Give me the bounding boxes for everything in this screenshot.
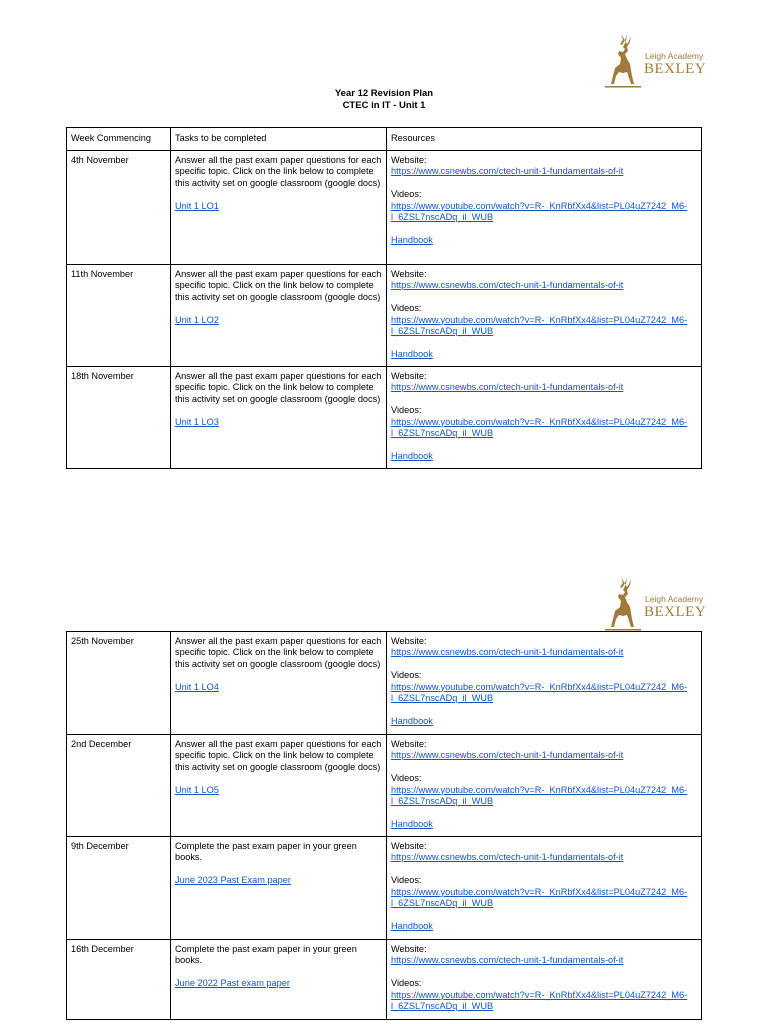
- handbook-link[interactable]: Handbook: [391, 818, 433, 829]
- table-row: [67, 632, 702, 735]
- videos-label: Videos:: [391, 875, 422, 886]
- resources-cell: [387, 632, 702, 735]
- revision-table-page-2: [66, 631, 702, 1020]
- website-link[interactable]: https://www.csnewbs.com/ctech-unit-1-fundamentals-of-it: [391, 382, 624, 393]
- task-cell: [171, 632, 387, 735]
- task-text: Complete the past exam paper in your green books.: [175, 841, 357, 863]
- videos-label: Videos:: [391, 303, 422, 314]
- document-title: [0, 88, 768, 112]
- website-label: Website:: [391, 371, 427, 381]
- week-cell: 11th November: [67, 265, 171, 367]
- week-cell: 2nd December: [67, 735, 171, 837]
- task-text: Answer all the past exam paper questions for each specific topic. Click on the link below to complete this activity set on google classroom (google docs): [175, 739, 382, 772]
- task-link[interactable]: Unit 1 LO3: [175, 416, 219, 427]
- website-label: Website:: [391, 636, 427, 646]
- task-link[interactable]: Unit 1 LO4: [175, 681, 219, 692]
- table-row: [67, 837, 702, 940]
- week-cell: 16th December: [67, 940, 171, 1020]
- task-link[interactable]: June 2023 Past Exam paper: [175, 875, 291, 886]
- resources-cell: [387, 837, 702, 940]
- logo-text-big: BEXLEY: [644, 61, 707, 77]
- task-text: Answer all the past exam paper questions for each specific topic. Click on the link below to complete this activity set on google classroom (google docs): [175, 155, 382, 188]
- handbook-link[interactable]: Handbook: [391, 234, 433, 245]
- table-row: [67, 940, 702, 1020]
- videos-label: Videos:: [391, 773, 422, 784]
- task-cell: [171, 265, 387, 367]
- video-link[interactable]: https://www.youtube.com/watch?v=R-_KnRbfXx4&list=PL04uZ7242_M6-l_6ZSL7nscADq_il_WUB: [391, 314, 688, 337]
- resources-cell: [387, 265, 702, 367]
- video-link[interactable]: https://www.youtube.com/watch?v=R-_KnRbfXx4&list=PL04uZ7242_M6-l_6ZSL7nscADq_il_WUB: [391, 886, 688, 909]
- website-label: Website:: [391, 155, 427, 165]
- videos-label: Videos:: [391, 405, 422, 416]
- resources-cell: [387, 367, 702, 469]
- table-row: [67, 151, 702, 265]
- videos-label: Videos:: [391, 189, 422, 200]
- resources-cell: [387, 151, 702, 265]
- website-link[interactable]: https://www.csnewbs.com/ctech-unit-1-fundamentals-of-it: [391, 166, 624, 177]
- table-row: [67, 367, 702, 469]
- website-label: Website:: [391, 269, 427, 279]
- week-cell: 9th December: [67, 837, 171, 940]
- title-line-2: CTEC in IT - Unit 1: [342, 100, 426, 111]
- task-link[interactable]: Unit 1 LO2: [175, 314, 219, 325]
- title-line-1: Year 12 Revision Plan: [334, 88, 434, 99]
- task-link[interactable]: Unit 1 LO5: [175, 784, 219, 795]
- task-cell: [171, 151, 387, 265]
- resources-cell: [387, 940, 702, 1020]
- task-cell: [171, 367, 387, 469]
- task-text: Complete the past exam paper in your green books.: [175, 944, 357, 966]
- website-link[interactable]: https://www.csnewbs.com/ctech-unit-1-fundamentals-of-it: [391, 280, 624, 291]
- video-link[interactable]: https://www.youtube.com/watch?v=R-_KnRbfXx4&list=PL04uZ7242_M6-l_6ZSL7nscADq_il_WUB: [391, 989, 688, 1012]
- task-link[interactable]: June 2022 Past exam paper: [175, 978, 290, 989]
- website-link[interactable]: https://www.csnewbs.com/ctech-unit-1-fundamentals-of-it: [391, 852, 624, 863]
- video-link[interactable]: https://www.youtube.com/watch?v=R-_KnRbfXx4&list=PL04uZ7242_M6-l_6ZSL7nscADq_il_WUB: [391, 681, 688, 704]
- website-label: Website:: [391, 739, 427, 749]
- videos-label: Videos:: [391, 978, 422, 989]
- handbook-link[interactable]: Handbook: [391, 348, 433, 359]
- stag-icon: [603, 32, 643, 88]
- website-link[interactable]: https://www.csnewbs.com/ctech-unit-1-fundamentals-of-it: [391, 955, 624, 966]
- task-cell: [171, 735, 387, 837]
- table-header-row: [67, 128, 702, 151]
- header-tasks: Tasks to be completed: [171, 128, 387, 151]
- website-label: Website:: [391, 841, 427, 851]
- logo-text-big: BEXLEY: [644, 604, 707, 620]
- task-cell: [171, 940, 387, 1020]
- task-link[interactable]: Unit 1 LO1: [175, 200, 219, 211]
- video-link[interactable]: https://www.youtube.com/watch?v=R-_KnRbfXx4&list=PL04uZ7242_M6-l_6ZSL7nscADq_il_WUB: [391, 200, 688, 223]
- video-link[interactable]: https://www.youtube.com/watch?v=R-_KnRbfXx4&list=PL04uZ7242_M6-l_6ZSL7nscADq_il_WUB: [391, 784, 688, 807]
- stag-icon: [603, 575, 643, 631]
- header-week: Week Commencing: [67, 128, 171, 151]
- table-row: [67, 265, 702, 367]
- task-text: Answer all the past exam paper questions for each specific topic. Click on the link below to complete this activity set on google classroom (google docs): [175, 269, 382, 302]
- logo-text-small: Leigh Academy: [645, 51, 704, 61]
- week-cell: 25th November: [67, 632, 171, 735]
- table-row: [67, 735, 702, 837]
- videos-label: Videos:: [391, 670, 422, 681]
- school-logo: [603, 32, 707, 88]
- revision-table-page-1: [66, 127, 702, 469]
- task-text: Answer all the past exam paper questions for each specific topic. Click on the link below to complete this activity set on google classroom (google docs): [175, 371, 382, 404]
- task-text: Answer all the past exam paper questions for each specific topic. Click on the link below to complete this activity set on google classroom (google docs): [175, 636, 382, 669]
- logo-text-small: Leigh Academy: [645, 594, 704, 604]
- header-resources: Resources: [387, 128, 702, 151]
- school-logo: [603, 575, 707, 631]
- video-link[interactable]: https://www.youtube.com/watch?v=R-_KnRbfXx4&list=PL04uZ7242_M6-l_6ZSL7nscADq_il_WUB: [391, 416, 688, 439]
- website-link[interactable]: https://www.csnewbs.com/ctech-unit-1-fundamentals-of-it: [391, 750, 624, 761]
- website-link[interactable]: https://www.csnewbs.com/ctech-unit-1-fundamentals-of-it: [391, 647, 624, 658]
- task-cell: [171, 837, 387, 940]
- handbook-link[interactable]: Handbook: [391, 450, 433, 461]
- week-cell: 18th November: [67, 367, 171, 469]
- website-label: Website:: [391, 944, 427, 954]
- handbook-link[interactable]: Handbook: [391, 715, 433, 726]
- handbook-link[interactable]: Handbook: [391, 920, 433, 931]
- resources-cell: [387, 735, 702, 837]
- week-cell: 4th November: [67, 151, 171, 265]
